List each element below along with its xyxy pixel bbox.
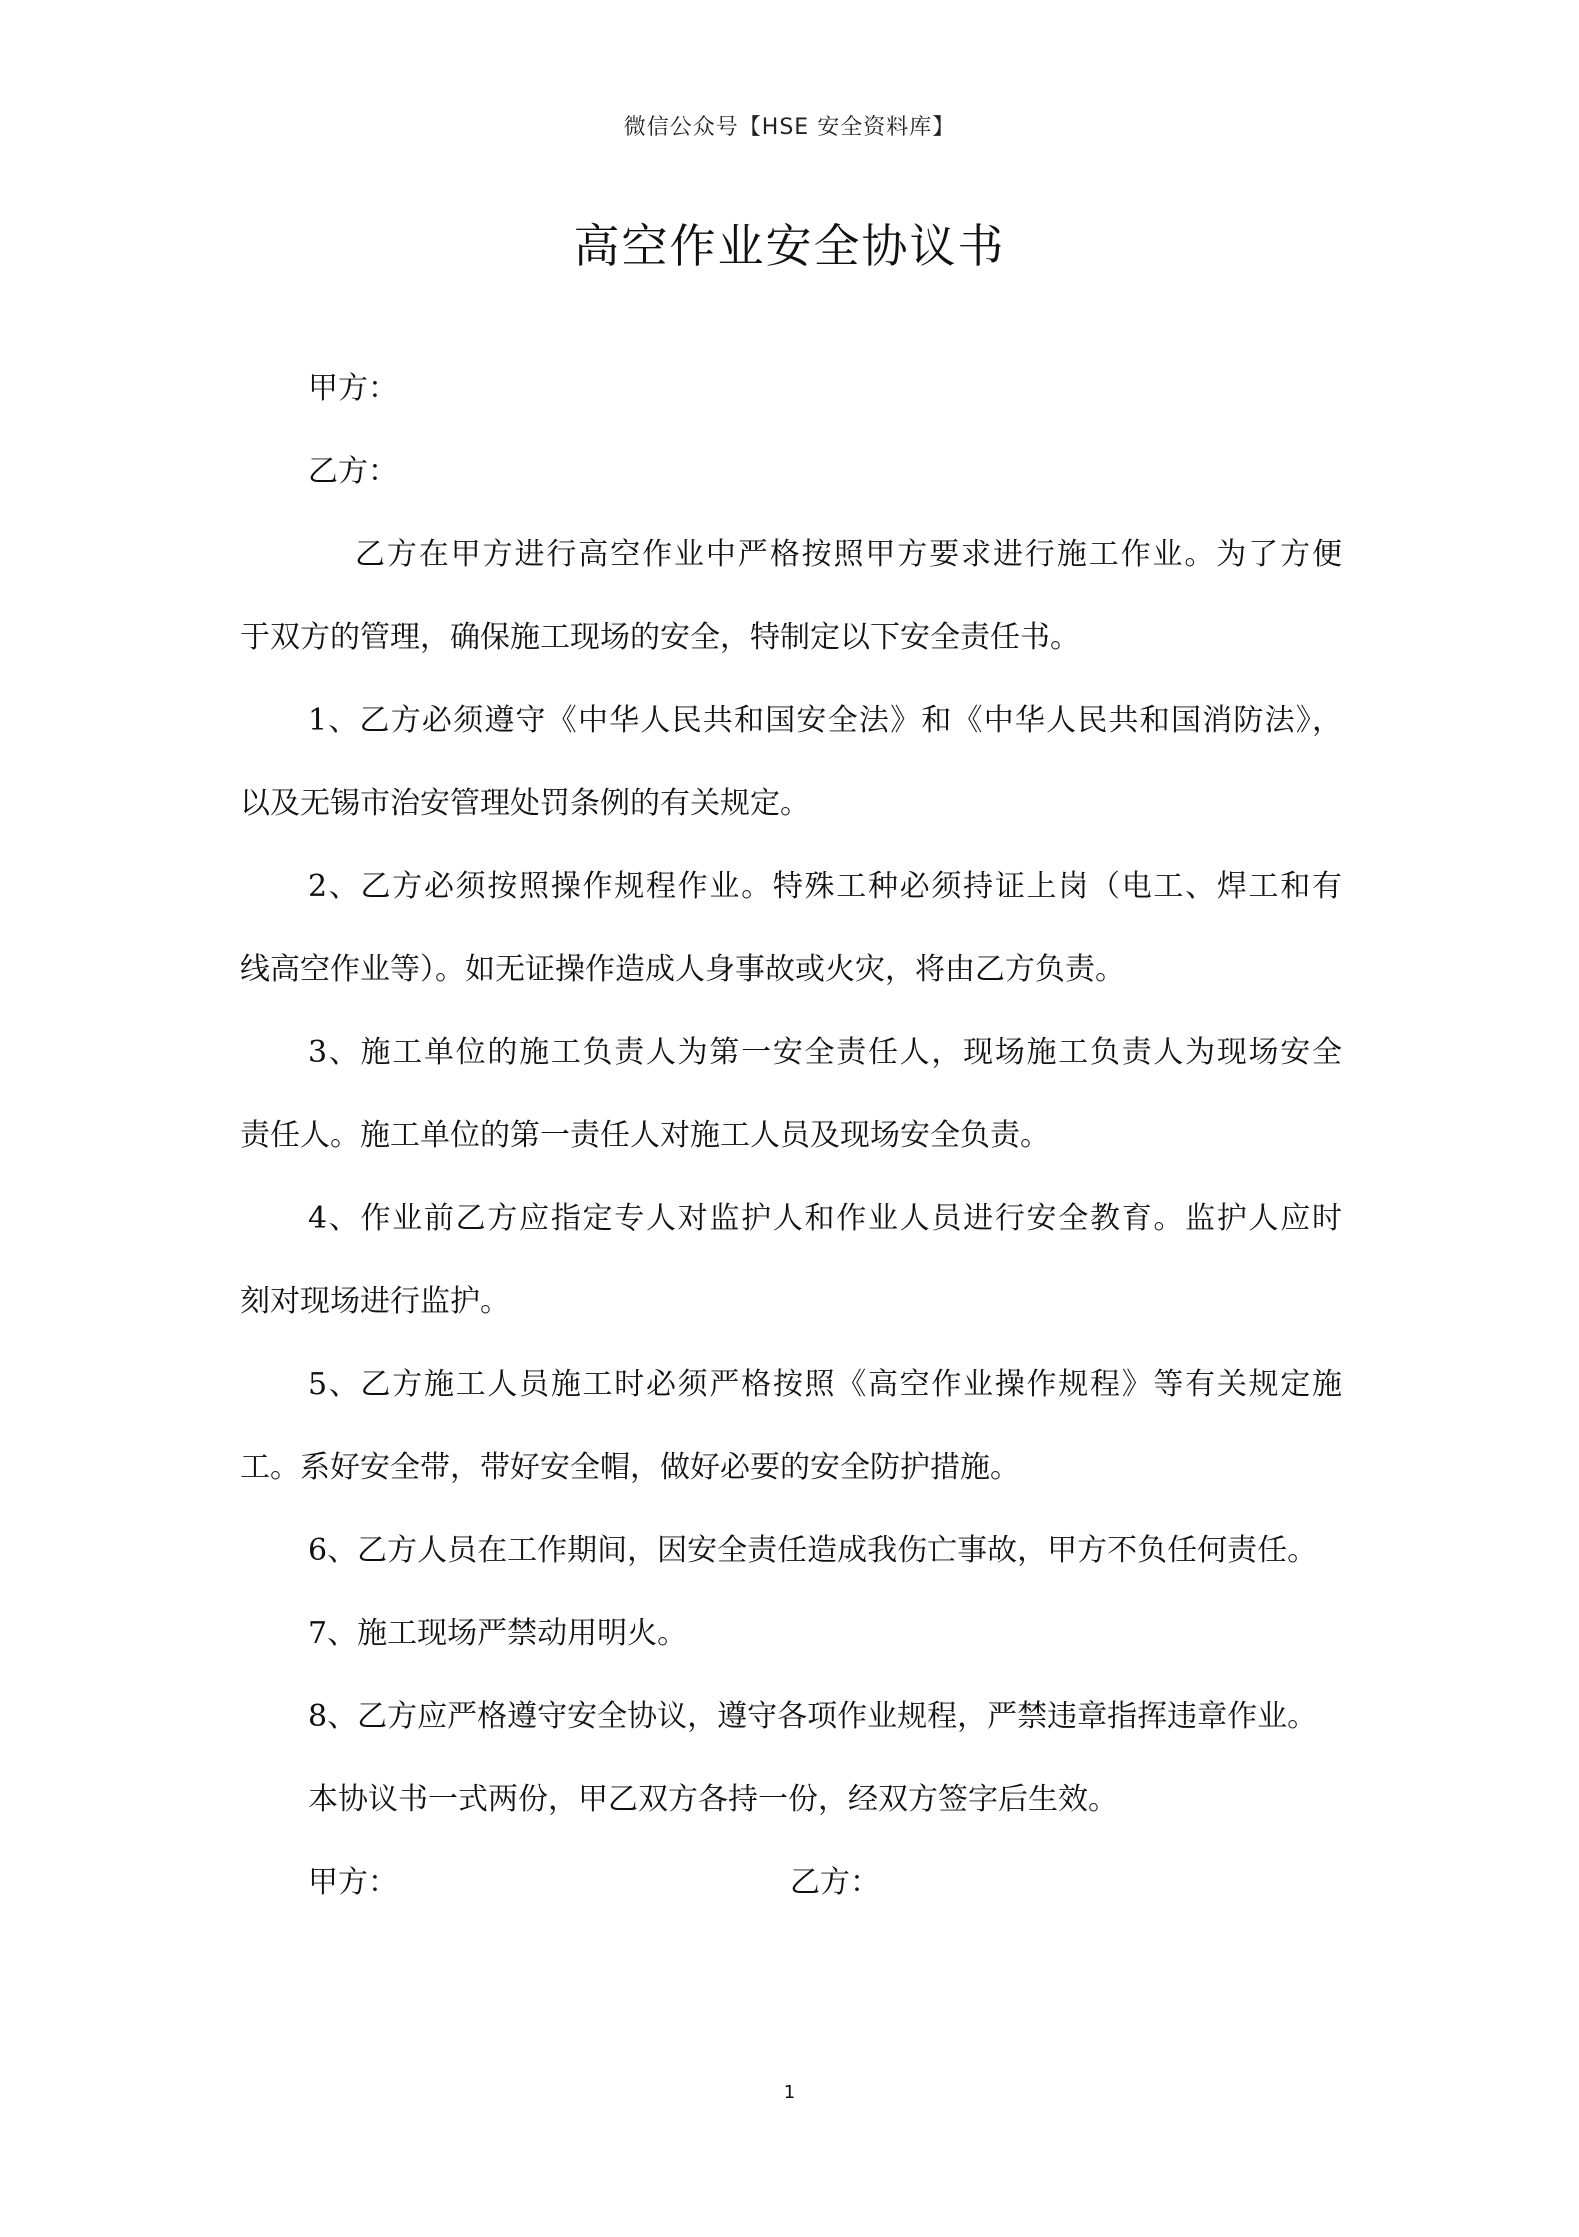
intro-line-2: 于双方的管理，确保施工现场的安全，特制定以下安全责任书。 [240, 620, 1080, 655]
closing-statement: 本协议书一式两份，甲乙双方各持一份，经双方签字后生效。 [308, 1782, 1118, 1817]
party-a-label: 甲方： [308, 371, 398, 406]
signature-party-b: 乙方： [790, 1865, 880, 1900]
signature-party-a: 甲方： [308, 1865, 398, 1900]
party-b-label: 乙方： [308, 454, 398, 489]
clause-7-line-1: 7、施工现场严禁动用明火。 [308, 1616, 688, 1651]
clause-3-line-2: 责任人。施工单位的第一责任人对施工人员及现场安全负责。 [240, 1118, 1050, 1153]
agreement-body [240, 347, 1342, 1924]
clause-4-line-2: 刻对现场进行监护。 [240, 1284, 510, 1319]
document-title: 高空作业安全协议书 [573, 219, 1006, 273]
signature-row [240, 1841, 1342, 1924]
clause-2-line-2: 线高空作业等）。如无证操作造成人身事故或火灾，将由乙方负责。 [240, 952, 1125, 987]
clause-1-line-2: 以及无锡市治安管理处罚条例的有关规定。 [240, 786, 810, 821]
clause-4-line-1: 4、作业前乙方应指定专人对监护人和作业人员进行安全教育。监护人应时 [308, 1201, 1342, 1236]
page-number: 1 [783, 2082, 796, 2103]
clause-2-line-1: 2、乙方必须按照操作规程作业。特殊工种必须持证上岗（电工、焊工和有 [308, 869, 1342, 904]
clause-6-line-1: 6、乙方人员在工作期间，因安全责任造成我伤亡事故，甲方不负任何责任。 [308, 1533, 1318, 1568]
clause-3-line-1: 3、施工单位的施工负责人为第一安全责任人，现场施工负责人为现场安全 [308, 1035, 1342, 1070]
clause-8-line-1: 8、乙方应严格遵守安全协议，遵守各项作业规程，严禁违章指挥违章作业。 [308, 1699, 1318, 1734]
clause-5-line-1: 5、乙方施工人员施工时必须严格按照《高空作业操作规程》等有关规定施 [308, 1367, 1342, 1402]
clause-5-line-2: 工。系好安全带，带好安全帽，做好必要的安全防护措施。 [240, 1450, 1020, 1485]
clause-1-line-1: 1、乙方必须遵守《中华人民共和国安全法》和《中华人民共和国消防法》， [308, 703, 1342, 738]
header-note: 微信公众号【HSE 安全资料库】 [623, 115, 956, 140]
intro-line-1: 乙方在甲方进行高空作业中严格按照甲方要求进行施工作业。为了方便 [355, 537, 1342, 572]
